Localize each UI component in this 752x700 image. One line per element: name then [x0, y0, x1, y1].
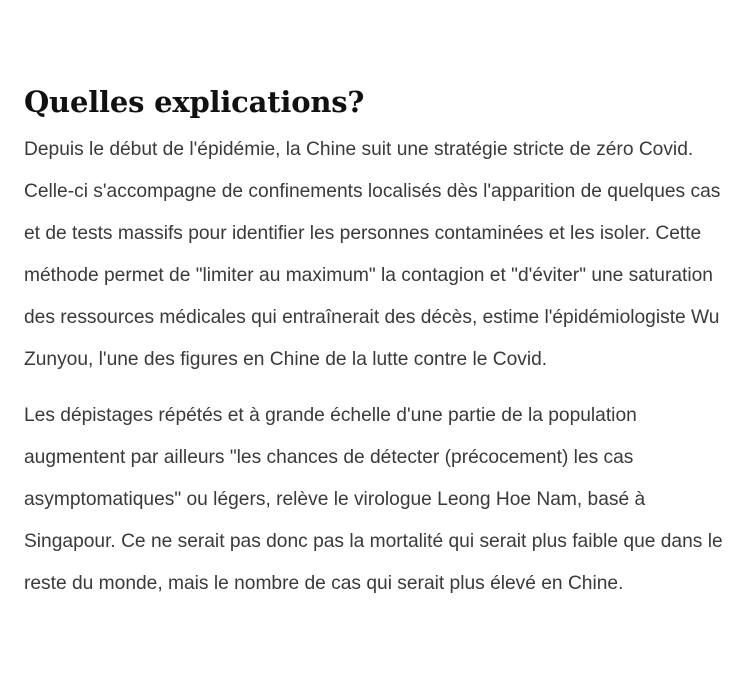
article-body [24, 0, 728, 605]
paragraph-strategy: Depuis le début de l'épidémie, la Chine suit une stratégie stricte de zéro Covid. Celle-ci s'accompagne de confinements localisés dès l'apparition de quelques cas et de tests massifs pour identifier les personnes contaminées et les isoler. Cette méthode permet de "limiter au maximum" la contagion et "d'éviter" une saturation des ressources médicales qui entraînerait des décès, estime l'épidémiologiste Wu Zunyou, l'une des figures en Chine de la lutte contre le Covid. [24, 139, 721, 370]
section-heading: Quelles explications? [24, 85, 365, 119]
paragraph-screening: Les dépistages répétés et à grande échelle d'une partie de la population augmentent par ailleurs "les chances de détecter (précocement) les cas asymptomatiques" ou légers, relève le virologue Leong Hoe Nam, basé à Singapour. Ce ne serait pas donc pas la mortalité qui serait plus faible que dans le reste du monde, mais le nombre de cas qui serait plus élevé en Chine. [24, 405, 723, 594]
